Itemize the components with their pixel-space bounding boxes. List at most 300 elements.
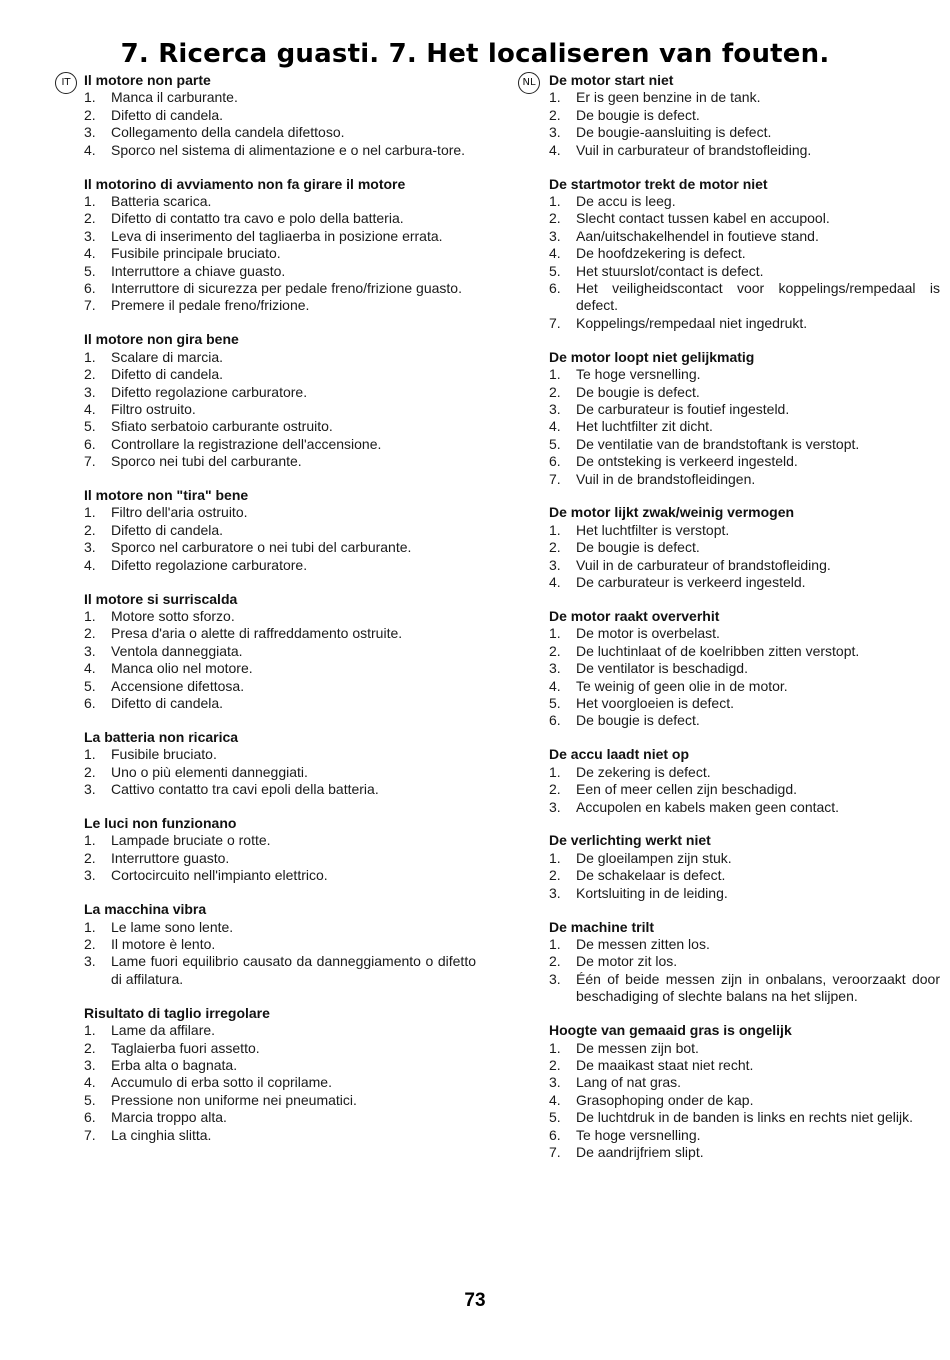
cause-item xyxy=(549,953,940,970)
cause-item xyxy=(84,643,476,660)
cause-item xyxy=(549,695,940,712)
item-number: 7. xyxy=(84,297,96,314)
item-number: 7. xyxy=(549,470,561,487)
item-text: Erba alta o bagnata. xyxy=(111,1056,238,1073)
item-number: 3. xyxy=(549,884,561,901)
cause-item xyxy=(84,1109,476,1126)
section-title: De accu laadt niet op xyxy=(549,746,690,763)
section-title: Il motore non "tira" bene xyxy=(84,487,249,504)
item-number: 4. xyxy=(84,660,96,677)
item-number: 4. xyxy=(549,677,561,694)
item-number: 2. xyxy=(84,521,96,538)
item-text: Accupolen en kabels maken geen contact. xyxy=(576,798,840,815)
troubleshooting-section xyxy=(84,729,476,799)
item-number: 1. xyxy=(549,849,561,866)
cause-item xyxy=(84,384,476,401)
item-text: Taglaierba fuori assetto. xyxy=(111,1039,260,1056)
item-text: Lang of nat gras. xyxy=(576,1074,682,1091)
item-number: 3. xyxy=(84,1056,96,1073)
item-text: De maaikast staat niet recht. xyxy=(576,1056,754,1073)
cause-item xyxy=(84,678,476,695)
cause-item xyxy=(84,919,476,936)
item-number: 2. xyxy=(84,625,96,642)
item-text: De bougie is defect. xyxy=(576,539,700,556)
item-text: Te hoge versnelling. xyxy=(576,1126,701,1143)
item-number: 4. xyxy=(84,556,96,573)
item-number: 1. xyxy=(84,1022,96,1039)
item-number: 3. xyxy=(84,383,96,400)
item-text: Marcia troppo alta. xyxy=(111,1109,227,1126)
item-text: Fusibile principale bruciato. xyxy=(111,245,281,262)
item-text: Interruttore a chiave guasto. xyxy=(111,262,286,279)
item-number: 1. xyxy=(549,1039,561,1056)
troubleshooting-section xyxy=(84,901,476,988)
cause-list xyxy=(549,366,940,488)
item-number: 6. xyxy=(549,279,561,296)
cause-item xyxy=(84,263,476,280)
cause-list xyxy=(549,625,940,729)
item-text: Grasophoping onder de kap. xyxy=(576,1091,754,1108)
cause-item xyxy=(549,660,940,677)
item-number: 2. xyxy=(549,383,561,400)
item-number: 1. xyxy=(84,192,96,209)
item-number: 2. xyxy=(84,366,96,383)
troubleshooting-section xyxy=(84,487,476,574)
cause-item xyxy=(549,280,940,315)
item-number: 3. xyxy=(84,642,96,659)
item-number: 2. xyxy=(549,539,561,556)
cause-list xyxy=(549,764,940,816)
item-text: Difetto di candela. xyxy=(111,366,224,383)
cause-item xyxy=(84,608,476,625)
item-text: Cattivo contatto tra cavi epoli della batteria. xyxy=(111,781,379,798)
cause-item xyxy=(549,885,940,902)
cause-item xyxy=(84,401,476,418)
cause-item xyxy=(84,366,476,383)
cause-item xyxy=(549,522,940,539)
cause-item xyxy=(549,1144,940,1161)
item-number: 4. xyxy=(549,418,561,435)
item-text: De aandrijfriem slipt. xyxy=(576,1143,704,1160)
cause-item xyxy=(549,418,940,435)
item-number: 1. xyxy=(549,763,561,780)
item-number: 2. xyxy=(549,210,561,227)
item-number: 3. xyxy=(84,539,96,556)
cause-item xyxy=(84,1040,476,1057)
section-title: Il motore non parte xyxy=(84,72,211,88)
troubleshooting-section xyxy=(549,746,940,816)
item-text: Difetto di candela. xyxy=(111,106,224,123)
item-text: Manca il carburante. xyxy=(111,89,238,106)
troubleshooting-section xyxy=(84,1005,476,1144)
cause-item xyxy=(84,781,476,798)
cause-item xyxy=(549,124,940,141)
cause-item xyxy=(549,1109,940,1126)
item-text: Het luchtfilter zit dicht. xyxy=(576,418,713,435)
item-text: Ventola danneggiata. xyxy=(111,642,243,659)
item-text: Het voorgloeien is defect. xyxy=(576,695,734,711)
item-number: 5. xyxy=(549,435,561,452)
item-text: Te weinig of geen olie in de motor. xyxy=(576,677,788,694)
item-text: De bougie-aansluiting is defect. xyxy=(576,124,772,141)
item-number: 6. xyxy=(84,279,96,296)
item-number: 1. xyxy=(84,607,96,624)
cause-item xyxy=(549,366,940,383)
cause-item xyxy=(549,315,940,332)
item-text: Interruttore di sicurezza per pedale freno/frizione guasto. xyxy=(111,279,462,296)
cause-item xyxy=(84,245,476,262)
cause-item xyxy=(549,764,940,781)
troubleshooting-section xyxy=(549,608,940,730)
item-number: 1. xyxy=(549,625,561,642)
item-number: 7. xyxy=(549,314,561,331)
item-text: De zekering is defect. xyxy=(576,763,711,780)
cause-item xyxy=(549,1127,940,1144)
cause-list xyxy=(84,832,476,884)
item-text: Sporco nel carburatore o nei tubi del carburante. xyxy=(111,539,412,556)
cause-item xyxy=(549,643,940,660)
item-text: Collegamento della candela difettoso. xyxy=(111,124,345,141)
column-italian xyxy=(61,72,476,1160)
item-number: 1. xyxy=(549,192,561,209)
item-text: De motor is overbelast. xyxy=(576,625,720,642)
item-text: De motor zit los. xyxy=(576,953,678,970)
cause-item xyxy=(549,263,940,280)
item-text: Het stuurslot/contact is defect. xyxy=(576,262,764,279)
item-number: 3. xyxy=(549,970,561,987)
item-number: 3. xyxy=(84,781,96,798)
cause-item xyxy=(549,142,940,159)
troubleshooting-section xyxy=(549,349,940,488)
column-dutch xyxy=(522,72,940,1178)
cause-item xyxy=(84,695,476,712)
item-number: 4. xyxy=(84,400,96,417)
cause-item xyxy=(84,297,476,314)
item-text: Sfiato serbatoio carburante ostruito. xyxy=(111,418,333,435)
item-text: Difetto regolazione carburatore. xyxy=(111,383,308,400)
item-text: Vuil in de brandstofleidingen. xyxy=(576,470,756,487)
item-number: 3. xyxy=(549,660,561,677)
item-text: Één of beide messen zijn in onbalans, veroorzaakt door beschadiging of slechte balans na het slijpen. xyxy=(576,970,940,1005)
item-text: Motore sotto sforzo. xyxy=(111,607,235,624)
item-number: 7. xyxy=(84,1126,96,1143)
item-text: Difetto regolazione carburatore. xyxy=(111,556,308,573)
cause-item xyxy=(549,1057,940,1074)
item-number: 4. xyxy=(549,1091,561,1108)
item-text: Scalare di marcia. xyxy=(111,348,224,365)
item-number: 2. xyxy=(84,935,96,952)
item-number: 6. xyxy=(84,435,96,452)
cause-item xyxy=(549,245,940,262)
item-text: Filtro dell'aria ostruito. xyxy=(111,504,248,521)
cause-item xyxy=(549,557,940,574)
item-text: La cinghia slitta. xyxy=(111,1126,212,1143)
item-text: Le lame sono lente. xyxy=(111,918,234,935)
cause-list xyxy=(84,919,476,989)
item-number: 5. xyxy=(84,262,96,279)
item-text: Het luchtfilter is verstopt. xyxy=(576,521,730,538)
cause-list xyxy=(84,608,476,712)
section-title: De verlichting werkt niet xyxy=(549,832,711,849)
item-number: 4. xyxy=(549,574,561,591)
item-number: 5. xyxy=(549,1109,561,1126)
item-text: Interruttore guasto. xyxy=(111,849,230,866)
troubleshooting-section xyxy=(549,504,940,591)
item-number: 5. xyxy=(549,695,561,711)
item-number: 1. xyxy=(549,935,561,952)
cause-list xyxy=(84,1022,476,1144)
cause-list xyxy=(549,850,940,902)
item-number: 6. xyxy=(84,695,96,711)
cause-item xyxy=(84,522,476,539)
cause-item xyxy=(84,764,476,781)
item-text: Uno o più elementi danneggiati. xyxy=(111,763,308,780)
item-number: 7. xyxy=(549,1143,561,1160)
item-text: Difetto di contatto tra cavo e polo della batteria. xyxy=(111,210,404,227)
item-number: 2. xyxy=(549,781,561,798)
item-number: 6. xyxy=(549,712,561,729)
section-title: Il motore non gira bene xyxy=(84,331,239,348)
cause-item xyxy=(84,953,476,988)
page-title: 7. Ricerca guasti. 7. Het localiseren van fouten. xyxy=(120,39,830,70)
cause-item xyxy=(84,453,476,470)
page-number: 73 xyxy=(464,1290,486,1311)
item-text: Koppelings/rempedaal niet ingedrukt. xyxy=(576,314,808,331)
section-title: Le luci non funzionano xyxy=(84,815,237,832)
item-text: De ventilator is beschadigd. xyxy=(576,660,748,677)
section-title: La batteria non ricarica xyxy=(84,728,239,745)
cause-item xyxy=(84,1092,476,1109)
item-number: 3. xyxy=(84,867,96,884)
language-badge-it: IT xyxy=(55,72,77,94)
cause-item xyxy=(549,867,940,884)
troubleshooting-section xyxy=(84,72,476,159)
cause-item xyxy=(549,781,940,798)
item-number: 1. xyxy=(84,832,96,849)
section-title: De motor loopt niet gelijkmatig xyxy=(549,348,755,365)
item-number: 2. xyxy=(84,763,96,780)
cause-list xyxy=(84,349,476,471)
cause-list xyxy=(84,193,476,315)
item-number: 3. xyxy=(549,124,561,141)
item-text: De luchtdruk in de banden is links en rechts niet gelijk. xyxy=(576,1109,913,1126)
item-text: De bougie is defect. xyxy=(576,383,700,400)
item-text: Difetto di candela. xyxy=(111,521,224,538)
cause-item xyxy=(549,210,940,227)
item-number: 3. xyxy=(84,124,96,141)
cause-item xyxy=(84,349,476,366)
item-text: De carburateur is verkeerd ingesteld. xyxy=(576,574,806,591)
item-number: 6. xyxy=(549,1126,561,1143)
item-text: Controllare la registrazione dell'accensione. xyxy=(111,435,382,452)
troubleshooting-section xyxy=(84,815,476,885)
cause-item xyxy=(84,746,476,763)
cause-item xyxy=(549,574,940,591)
item-number: 4. xyxy=(84,1074,96,1091)
item-text: Filtro ostruito. xyxy=(111,400,196,417)
item-number: 4. xyxy=(549,245,561,262)
cause-item xyxy=(549,625,940,642)
item-number: 6. xyxy=(84,1109,96,1126)
cause-item xyxy=(549,678,940,695)
cause-item xyxy=(84,142,476,159)
item-text: De bougie is defect. xyxy=(576,106,700,123)
item-number: 3. xyxy=(84,227,96,244)
cause-item xyxy=(549,193,940,210)
item-text: Lampade bruciate o rotte. xyxy=(111,832,271,849)
troubleshooting-section xyxy=(549,176,940,333)
cause-item xyxy=(549,539,940,556)
item-number: 2. xyxy=(549,867,561,884)
section-title: De motor lijkt zwak/weinig vermogen xyxy=(549,504,795,521)
cause-item xyxy=(549,936,940,953)
cause-item xyxy=(549,471,940,488)
item-text: Sporco nel sistema di alimentazione e o nel carbura-tore. xyxy=(111,141,466,158)
cause-item xyxy=(84,832,476,849)
item-text: Een of meer cellen zijn beschadigd. xyxy=(576,781,798,798)
item-number: 4. xyxy=(84,245,96,262)
item-number: 3. xyxy=(549,1074,561,1091)
item-text: Slecht contact tussen kabel en accupool. xyxy=(576,210,830,227)
cause-item xyxy=(549,453,940,470)
cause-item xyxy=(84,867,476,884)
troubleshooting-section xyxy=(549,72,940,159)
troubleshooting-section xyxy=(84,176,476,315)
item-text: Accensione difettosa. xyxy=(111,677,245,694)
cause-item xyxy=(84,1022,476,1039)
cause-item xyxy=(84,504,476,521)
item-number: 2. xyxy=(84,849,96,866)
item-text: Presa d'aria o alette di raffreddamento ostruite. xyxy=(111,625,403,642)
item-text: Difetto di candela. xyxy=(111,695,224,711)
cause-item xyxy=(84,124,476,141)
item-number: 4. xyxy=(84,141,96,158)
item-text: Manca olio nel motore. xyxy=(111,660,253,677)
cause-item xyxy=(549,1092,940,1109)
item-number: 5. xyxy=(549,262,561,279)
item-number: 1. xyxy=(549,89,561,106)
section-title: Il motorino di avviamento non fa girare il motore xyxy=(84,175,406,192)
troubleshooting-section xyxy=(549,832,940,902)
troubleshooting-section xyxy=(84,331,476,470)
cause-item xyxy=(549,228,940,245)
item-text: De schakelaar is defect. xyxy=(576,867,726,884)
troubleshooting-section xyxy=(84,591,476,713)
item-number: 2. xyxy=(549,953,561,970)
item-number: 3. xyxy=(549,798,561,815)
cause-list xyxy=(84,504,476,574)
section-title: De motor raakt oververhit xyxy=(549,607,720,624)
cause-item xyxy=(84,210,476,227)
item-number: 1. xyxy=(84,746,96,763)
cause-list xyxy=(549,1040,940,1162)
item-number: 3. xyxy=(549,227,561,244)
cause-list xyxy=(549,522,940,592)
item-number: 1. xyxy=(84,89,96,106)
item-text: De carburateur is foutief ingesteld. xyxy=(576,400,790,417)
item-text: De messen zijn bot. xyxy=(576,1039,699,1056)
section-title: La macchina vibra xyxy=(84,901,207,918)
item-text: De ventilatie van de brandstoftank is verstopt. xyxy=(576,435,860,452)
item-number: 1. xyxy=(84,918,96,935)
item-text: Premere il pedale freno/frizione. xyxy=(111,297,310,314)
item-number: 2. xyxy=(549,1056,561,1073)
item-number: 6. xyxy=(549,453,561,470)
cause-item xyxy=(84,660,476,677)
item-number: 2. xyxy=(549,106,561,123)
item-number: 3. xyxy=(549,400,561,417)
cause-item xyxy=(84,436,476,453)
cause-item xyxy=(84,228,476,245)
section-title: Hoogte van gemaaid gras is ongelijk xyxy=(549,1022,792,1039)
item-text: Il motore è lento. xyxy=(111,935,216,952)
cause-item xyxy=(84,625,476,642)
language-badge-nl: NL xyxy=(518,72,540,94)
cause-item xyxy=(84,107,476,124)
item-text: Er is geen benzine in de tank. xyxy=(576,89,761,106)
item-text: Vuil in de carburateur of brandstofleiding. xyxy=(576,556,831,573)
cause-item xyxy=(549,1040,940,1057)
cause-list xyxy=(549,89,940,159)
cause-item xyxy=(84,1127,476,1144)
item-text: Het veiligheidscontact voor koppelings/rempedaal is defect. xyxy=(576,279,940,314)
cause-item xyxy=(549,850,940,867)
item-number: 2. xyxy=(84,210,96,227)
item-number: 1. xyxy=(549,521,561,538)
item-number: 3. xyxy=(84,953,96,970)
cause-item xyxy=(84,89,476,106)
item-text: De luchtinlaat of de koelribben zitten verstopt. xyxy=(576,642,860,659)
cause-item xyxy=(84,936,476,953)
item-text: Batteria scarica. xyxy=(111,192,212,209)
cause-item xyxy=(84,193,476,210)
cause-item xyxy=(549,89,940,106)
item-number: 2. xyxy=(84,1039,96,1056)
item-number: 2. xyxy=(549,642,561,659)
item-number: 7. xyxy=(84,453,96,470)
troubleshooting-section xyxy=(549,919,940,1006)
item-number: 5. xyxy=(84,677,96,694)
item-text: Cortocircuito nell'impianto elettrico. xyxy=(111,867,328,884)
troubleshooting-section xyxy=(549,1022,940,1161)
item-number: 4. xyxy=(549,141,561,158)
item-text: De gloeilampen zijn stuk. xyxy=(576,849,732,866)
item-text: De hoofdzekering is defect. xyxy=(576,245,746,262)
cause-list xyxy=(84,89,476,159)
item-text: De ontsteking is verkeerd ingesteld. xyxy=(576,453,798,470)
section-title: Risultato di taglio irregolare xyxy=(84,1004,270,1021)
cause-item xyxy=(549,1074,940,1091)
item-text: De messen zitten los. xyxy=(576,935,710,952)
item-text: De bougie is defect. xyxy=(576,712,700,729)
item-number: 2. xyxy=(84,106,96,123)
cause-item xyxy=(84,850,476,867)
item-number: 5. xyxy=(84,418,96,435)
item-text: Lame fuori equilibrio causato da danneggiamento o difetto di affilatura. xyxy=(111,953,476,987)
cause-item xyxy=(549,384,940,401)
cause-item xyxy=(549,971,940,1006)
item-text: Lame da affilare. xyxy=(111,1022,216,1039)
cause-list xyxy=(549,193,940,332)
cause-list xyxy=(549,936,940,1006)
cause-item xyxy=(84,539,476,556)
section-title: De machine trilt xyxy=(549,918,655,935)
section-title: De motor start niet xyxy=(549,72,674,88)
item-number: 1. xyxy=(549,366,561,383)
section-title: Il motore si surriscalda xyxy=(84,590,238,607)
cause-list xyxy=(84,746,476,798)
item-text: Accumulo di erba sotto il coprilame. xyxy=(111,1074,332,1091)
